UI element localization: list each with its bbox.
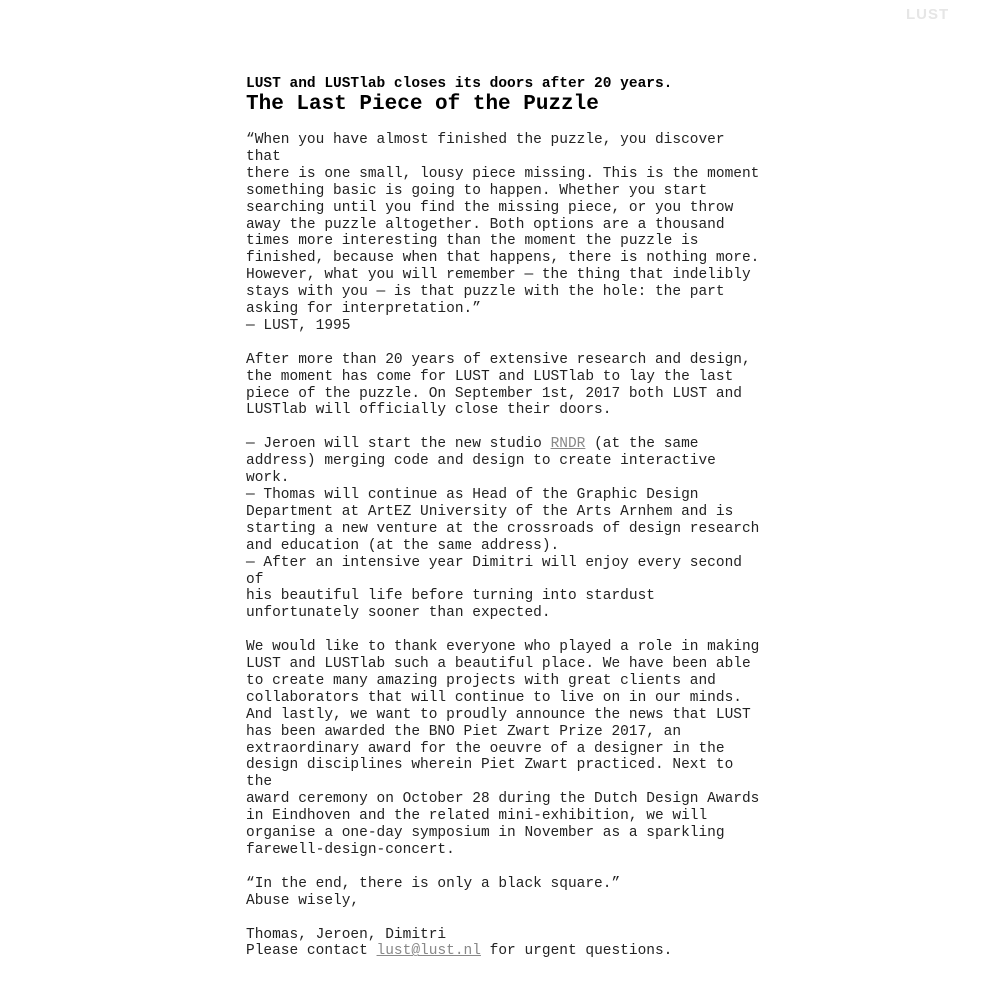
lust-logo[interactable]: LUST	[906, 6, 950, 23]
thomas-plan: — Thomas will continue as Head of the Graphic Design Department at ArtEZ University of the Arts Arnhem and is starting a new venture at the crossroads of design research and education (at the same address).	[246, 487, 760, 554]
article-title: The Last Piece of the Puzzle	[246, 93, 599, 116]
jeroen-plan-text: — Jeroen will start the new studio	[246, 436, 551, 453]
closing-quote: “In the end, there is only a black square.”	[246, 875, 621, 892]
closing-announcement: After more than 20 years of extensive research and design, the moment has come for LUST and LUSTlab to lay the last piece of the puzzle. On September 1st, 2017 both LUST and LUSTlab will officially close their doors.	[246, 351, 751, 419]
jeroen-plan-text-continued: (at the same address) merging code and design to create interactive work.	[246, 436, 716, 487]
dimitri-plan: — After an intensive year Dimitri will enjoy every second of his beautiful life before turning into stardust unfortunately sooner than expected.	[246, 554, 742, 622]
thanks-paragraph: We would like to thank everyone who played a role in making LUST and LUSTlab such a beautiful place. We have been able to create many amazing projects with great clients and collaborators that will continue to live on in our minds. And lastly, we want to proudly announce the news that LUST has been awarded the BNO Piet Zwart Prize 2017, an extraordinary award for the oeuvre of a designer in the design disciplines wherein Piet Zwart practiced. Next to the award ceremony on October 28 during the Dutch Design Awards in Eindhoven and the related mini-exhibition, we will organise a one-day symposium in November as a sparkling farewell-design-concert.	[246, 639, 760, 859]
article	[246, 76, 766, 960]
contact-text: Please contact	[246, 943, 377, 960]
article-subtitle: LUST and LUSTlab closes its doors after 20 years.	[246, 76, 673, 92]
opening-quote: “When you have almost finished the puzzle, you discover that there is one small, lousy piece missing. This is the moment something basic is going to happen. Whether you start searching until you find the missing piece, or you throw away the puzzle altogether. Both options are a thousand times more interesting than the moment the puzzle is finished, because when that happens, there is nothing more. However, what you will remember — the thing that indelibly stays with you — is that puzzle with the hole: the part asking for interpretation.” — LUST, 1995	[246, 132, 760, 334]
signatures: Thomas, Jeroen, Dimitri	[246, 926, 447, 943]
contact-text-continued: for urgent questions.	[480, 943, 673, 960]
contact-line	[246, 943, 766, 960]
jeroen-plan	[246, 436, 766, 487]
signoff: Abuse wisely,	[246, 892, 360, 909]
rndr-link[interactable]: RNDR	[550, 436, 586, 453]
partner-plans	[246, 436, 766, 622]
contact-email-link[interactable]: lust@lust.nl	[376, 943, 481, 960]
